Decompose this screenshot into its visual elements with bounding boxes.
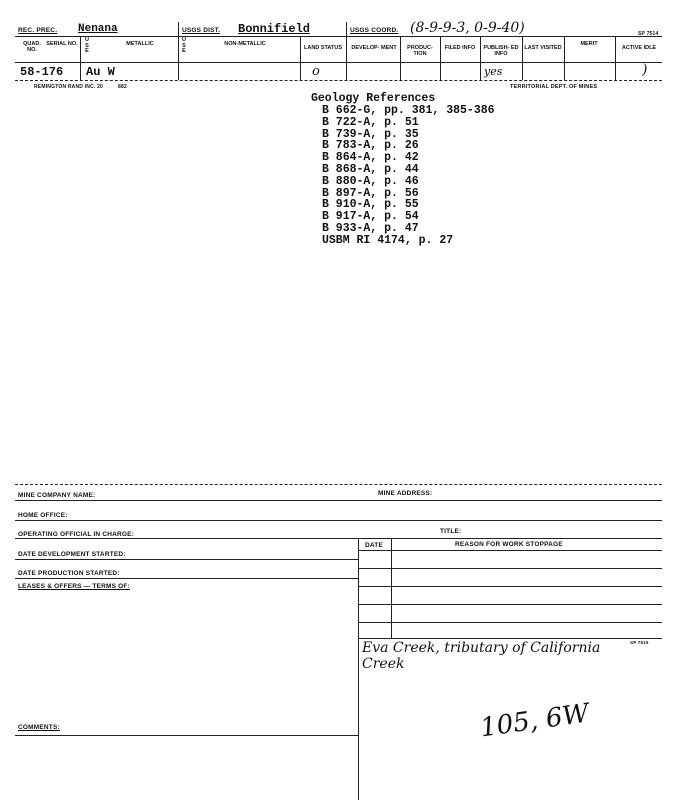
col-non-metallic: NON-METALLIC (224, 41, 266, 47)
comments-label: COMMENTS: (18, 724, 60, 731)
reference-item: B 897-A, p. 56 (322, 186, 419, 200)
usgs-dist-label: USGS DIST. (182, 27, 221, 34)
home-office-label: HOME OFFICE: (18, 512, 68, 519)
col-filed-info: FILED INFO (444, 45, 476, 51)
reference-item: B 933-A, p. 47 (322, 221, 419, 235)
rec-prec-value: Nenana (78, 23, 118, 35)
reference-item: B 917-A, p. 54 (322, 210, 419, 224)
title-label: TITLE: (440, 528, 462, 535)
handwritten-location: Eva Creek, tributary of California Creek (362, 640, 601, 672)
published-info-value: yes (484, 65, 503, 78)
col-use-1: U S E (85, 37, 89, 54)
col-serial-no: SERIAL NO. (46, 41, 78, 47)
col-last-visited: LAST VISITED (524, 45, 562, 51)
col-land-status: LAND STATUS (304, 45, 342, 51)
reason-col-label: REASON FOR WORK STOPPAGE (455, 541, 563, 548)
reference-item: B 739-A, p. 35 (322, 127, 419, 141)
references-list (322, 105, 495, 247)
form-number: SP 7514 (638, 31, 659, 37)
col-development: DEVELOP- MENT (351, 45, 397, 51)
printer-code: 882 (118, 84, 127, 90)
printer-label: REMINGTON RAND INC. 20 (34, 84, 104, 90)
leases-label: LEASES & OFFERS — TERMS OF: (18, 583, 130, 590)
references-heading: Geology References (311, 92, 436, 105)
col-quad-no: QUAD. NO. (23, 41, 41, 53)
col-active-idle: ACTIVE IDLE (621, 45, 657, 51)
reference-item: B 910-A, p. 55 (322, 198, 419, 212)
usgs-dist-value: Bonnifield (238, 22, 311, 36)
col-published-info: PUBLISH- ED INFO (483, 45, 519, 57)
col-production: PRODUC- TION (407, 45, 433, 57)
land-status-value: o (312, 64, 320, 79)
active-idle-mark: ) (642, 62, 648, 78)
col-merit: MERIT (580, 41, 598, 47)
mine-company-name-label: MINE COMPANY NAME: (18, 492, 96, 499)
date-col-label: DATE (365, 542, 384, 549)
reference-item: B 880-A, p. 46 (322, 174, 419, 188)
date-production-label: DATE PRODUCTION STARTED: (18, 570, 120, 577)
reference-item: B 662-G, pp. 381, 385-386 (322, 104, 495, 117)
territorial-label: TERRITORIAL DEPT. OF MINES (510, 84, 598, 90)
reference-item: B 722-A, p. 51 (322, 115, 419, 129)
form-number-2: SP 7515 (630, 640, 649, 645)
col-use-2: U S E (182, 37, 186, 54)
col-metallic: METALLIC (126, 41, 154, 47)
reference-item: B 868-A, p. 44 (322, 162, 419, 176)
reference-item: B 864-A, p. 42 (322, 151, 419, 165)
metallic-value: Au W (86, 65, 115, 79)
reference-item: USBM RI 4174, p. 27 (322, 233, 454, 247)
rec-prec-label: REC. PREC. (18, 27, 58, 34)
reference-item: B 783-A, p. 26 (322, 139, 419, 153)
mine-address-label: MINE ADDRESS: (378, 490, 433, 497)
date-development-label: DATE DEVELOPMENT STARTED: (18, 551, 126, 558)
usgs-coord-label: USGS COORD. (350, 27, 399, 34)
quad-serial-value: 58-176 (20, 65, 64, 79)
operating-official-label: OPERATING OFFICIAL IN CHARGE: (18, 531, 135, 538)
usgs-coord-value: (8-9-9-3, 0-9-40) (410, 20, 525, 36)
handwritten-code: 105, 6W (478, 698, 591, 744)
